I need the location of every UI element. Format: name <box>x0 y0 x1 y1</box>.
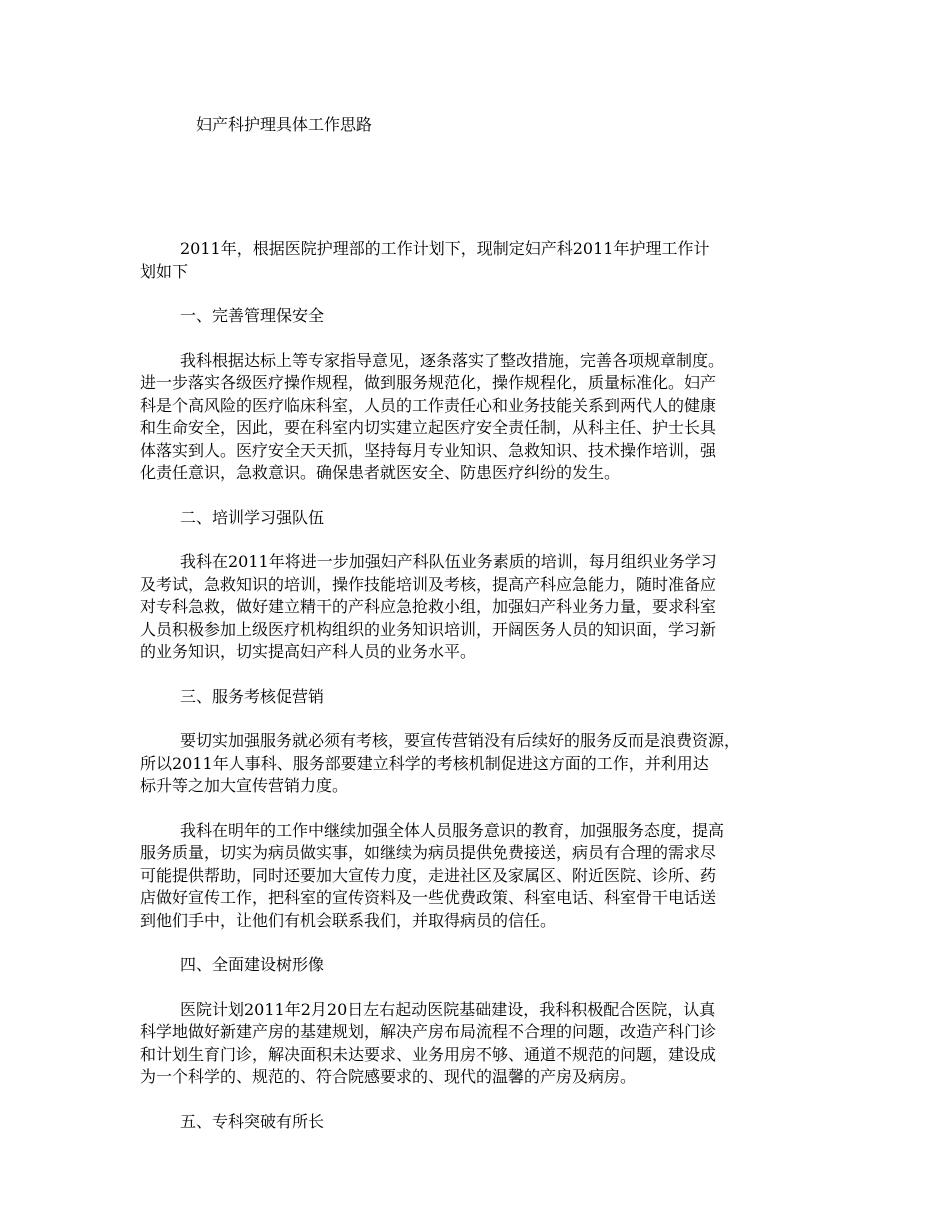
section-4-heading: 四、全面建设树形像 <box>180 955 325 974</box>
section-3-heading: 三、服务考核促营销 <box>180 686 325 706</box>
section-5-heading: 五、专科突破有所长 <box>180 1111 325 1131</box>
section-2-paragraph-1: 我科在2011年将进一步加强妇产科队伍业务素质的培训，每月组织业务学习 及考试，急救知识的培训，操作技能培训及考核，提高产科应急能力，随时准备应 对专科急救，做好建立精干的产科应急抢救小组，加强妇产科业务力量，要求科室 人员积极参加上级医疗机构组织的业务知识培训，开阔医务人员的知识面，学习新 的业务知识，切实提高妇产科人员的业务水平。 <box>140 552 717 661</box>
document-title: 妇产科护理具体工作思路 <box>196 115 373 134</box>
section-3-paragraph-1: 要切实加强服务就必须有考核，要宣传营销没有后续好的服务反而是浪费资源， 所以2011年人事科、服务部要建立科学的考核机制促进这方面的工作，并利用达 标升等之加大宣传营销力度。 <box>140 731 741 795</box>
intro-paragraph: 2011年，根据医院护理部的工作计划下，现制定妇产科2011年护理工作计 划如下 <box>140 239 710 281</box>
section-3-paragraph-2: 我科在明年的工作中继续加强全体人员服务意识的教育，加强服务态度，提高 服务质量，切实为病员做实事，如继续为病员提供免费接送，病员有合理的需求尽 可能提供帮助，同时还要加大宣传力度，走进社区及家属区、附近医院、诊所、药 店做好宣传工作，把科室的宣传资料及一些优费政策、科室电话、科室骨干电话送 到他们手中，让他们有机会联系我们，并取得病员的信任。 <box>140 820 725 930</box>
section-4-paragraph-1: 医院计划2011年2月20日左右起动医院基础建设，我科积极配合医院，认真 科学地做好新建产房的基建规划，解决产房布局流程不合理的问题，改造产科门诊 和计划生育门诊，解决面积未达要求、业务用房不够、通道不规范的问题，建设成 为一个科学的、规范的、符合院感要求的、现代的温馨的产房及病房。 <box>140 999 717 1086</box>
section-1-paragraph-1: 我科根据达标上等专家指导意见，逐条落实了整改措施，完善各项规章制度。 进一步落实各级医疗操作规程，做到服务规范化，操作规程化，质量标准化。妇产 科是个高风险的医疗临床科室，人员的工作责任心和业务技能关系到两代人的健康 和生命安全，因此，要在科室内切实建立起医疗安全责任制，从科主任、护士长具 体落实到人。医疗安全天天抓，坚持每月专业知识、急救知识、技术操作培训，强 化责任意识，急救意识。确保患者就医安全、防患医疗纠纷的发生。 <box>140 350 725 482</box>
document-body <box>140 238 805 1133</box>
section-2-heading: 二、培训学习强队伍 <box>180 507 325 527</box>
section-1-heading: 一、完善管理保安全 <box>180 306 325 325</box>
